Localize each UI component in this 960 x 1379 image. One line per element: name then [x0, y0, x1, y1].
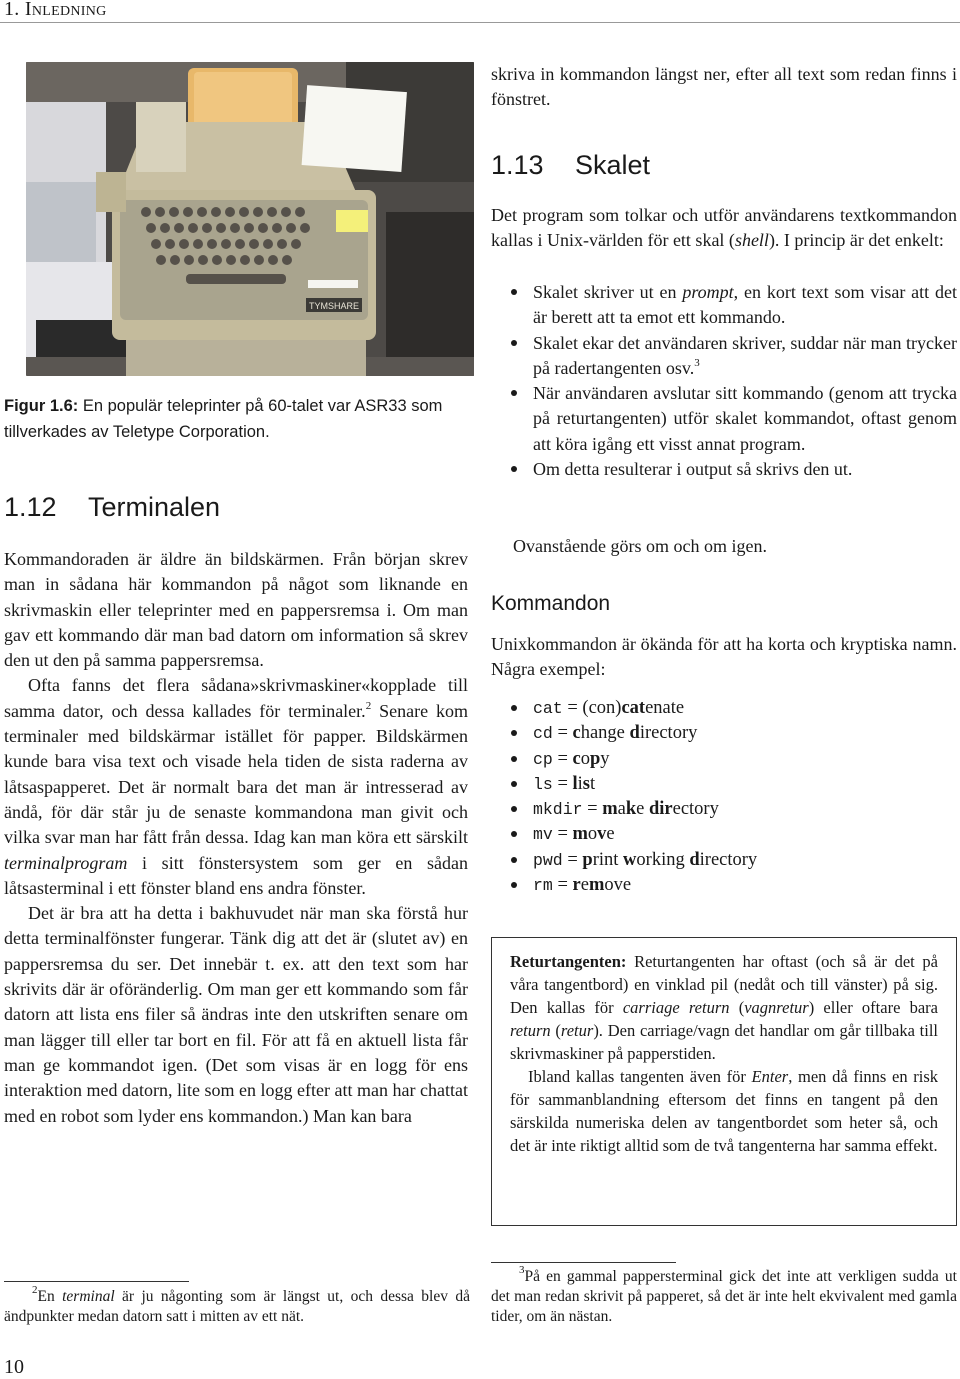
command-letters: o	[580, 748, 590, 769]
text-run: Ofta fanns det flera sådana»skrivmaskiner«kopplade till samma dator, och dessa kallades för terminaler.	[4, 675, 468, 721]
command-letters-highlight: m	[572, 824, 588, 845]
paragraph	[510, 950, 938, 1065]
command-letters-highlight: l	[572, 773, 578, 794]
paragraph	[491, 203, 957, 254]
command-letters-highlight: dir	[648, 799, 673, 820]
command-letters-highlight: c	[572, 723, 581, 744]
shell-intro	[491, 203, 957, 254]
command-letters-highlight: p	[582, 849, 593, 870]
text-run: (	[729, 998, 745, 1017]
command-letters: o	[587, 824, 598, 845]
list-item	[491, 280, 957, 331]
text-run: Senare kom terminaler med bildskärmar istället för papper. Bildskärmen kunde bara visa text och visade hela tiden de sista raderna av låtsaspapperet. Det är normalt bara det man är intresserad av ändå, för där står ju de senaste kommandona man givit och vilka svar man har fått från dessa. Idag kan man köra ett särskilt	[4, 700, 469, 848]
command-item: rm = remove	[491, 873, 957, 898]
command-letters-highlight: m	[602, 799, 618, 820]
command-letters: irectory	[699, 849, 758, 870]
text-run: En	[37, 1288, 63, 1305]
command-letters: (con)	[582, 698, 622, 718]
section-number: 1.13	[491, 150, 544, 180]
continued-paragraph	[491, 62, 957, 113]
left-column-body	[4, 547, 468, 1129]
text-run: Det program som tolkar och utför användarens textkommandon kallas i Unix-världen för ett skal (	[491, 205, 957, 251]
footnote-2	[4, 1284, 471, 1327]
command-letters: a	[617, 799, 626, 820]
text-run: är ju någonting som är längst ut, och dessa blev då ändpunkter medan datorn satt i mitten av ett nät.	[4, 1288, 471, 1325]
note-heading: Returtangenten:	[510, 952, 627, 971]
paragraph: Unixkommandon är ökända för att ha korta och kryptiska namn. Några exempel:	[491, 634, 957, 680]
page-number: 10	[4, 1356, 24, 1378]
paragraph: Kommandoraden är äldre än bildskärmen. Från början skrev man in sådana här kommandon på något som liknande en skrivmaskin eller teleprinter med en pappersremsa i. Om man gav ett kommando där man bad datorn om information så skrev den ut den på samma pappersremsa.	[4, 549, 468, 671]
figure-label: Figur 1.6:	[4, 397, 79, 415]
emphasis: Enter	[751, 1067, 789, 1086]
command-name: cp	[533, 749, 553, 769]
section-title: Skalet	[575, 150, 651, 180]
text-run: ) eller oftare bara	[808, 998, 938, 1017]
text-run: Skalet ekar det användaren skriver, suddar när man trycker på radertangenten osv.	[533, 332, 957, 378]
footnote-rule	[491, 1262, 676, 1263]
section-heading-1-13	[491, 150, 650, 181]
command-name: cat	[533, 699, 563, 718]
teleprinter-photo	[26, 62, 474, 376]
emphasis: carriage return	[622, 998, 730, 1017]
list-item: När användaren avslutar sitt kommando (genom att trycka på returtangenten) utför skalet kommandot, oftast genom att köra igång ett visst annat program.	[491, 381, 957, 457]
command-item: cd = change directory	[491, 721, 957, 746]
command-letters: e	[636, 799, 649, 820]
command-letters-highlight: k	[625, 799, 637, 820]
emphasis: return	[510, 1021, 551, 1040]
text-run: Ibland kallas tangenten även för	[528, 1067, 752, 1086]
figure-caption-text: En populär teleprinter på 60-talet var ASR33 som tillverkades av Teletype Corporation.	[4, 397, 443, 441]
command-item: cp = copy	[491, 747, 957, 772]
command-letters-highlight: r	[572, 875, 581, 896]
footnote-mark: 2	[365, 699, 372, 712]
footnote-mark: 3	[519, 1264, 525, 1276]
running-header: 1. Inledning	[4, 0, 107, 20]
command-item: pwd = print working directory	[491, 848, 957, 873]
text-run: , men då finns en risk för sammanblandning eftersom det finns en tangent på den särskilda numeriska delen av tangentbordet som heter så, och det är inte riktigt alltid som de två tangenterna har samma effekt.	[510, 1067, 938, 1155]
subsection-heading: Kommandon	[491, 592, 611, 615]
command-name: mv	[533, 825, 553, 845]
command-letters-highlight: c	[572, 748, 581, 769]
footnote-rule	[4, 1281, 189, 1282]
command-letters: e	[580, 875, 589, 896]
command-name: ls	[533, 774, 553, 794]
footnote-3	[491, 1264, 957, 1327]
command-letters: ectory	[672, 799, 719, 820]
text-run: ). Den carriage/vagn det handlar om går tillbaka till skrivmaskiner på papperstiden.	[510, 1021, 938, 1063]
command-letters-highlight: s	[582, 773, 590, 794]
text-run: På en gammal pappersterminal gick det inte att verkligen sudda ut det man redan skrivit på papperet, så det är inte helt ekvivalent med gamla tider, om än nästan.	[491, 1268, 957, 1325]
text-run: Returtangenten har oftast (och så är det på våra tangentbord) en vinklad pil (nedåt och till vänster) på sig. Den kallas för	[510, 952, 938, 1017]
command-name: cd	[533, 724, 553, 744]
paragraph: skriva in kommandon längst ner, efter all text som redan finns i fönstret.	[491, 64, 957, 110]
emphasis: terminalprogram	[4, 852, 128, 873]
command-letters: orking	[636, 849, 690, 870]
paragraph: Det är bra att ha detta i bakhuvudet när man ska förstå hur detta terminalfönster fungerar. Tänk dig att det är (slutet av) en pappersremsa du ser. Det innebär t. ex. att den text som har skrivits där är oföränderlig. Om man ger ett kommando som får datorn att lista ens filer så ändras inte den utskriften senare om man lägger till eller tar bort en fil. För att få en aktuell lista får man ge kommandot igen. (Det som visas är en logg för ens interaktion med datorn, lite som en logg efter att man har chattat med en robot som lyder ens kommandon.) Man kan bara	[4, 903, 468, 1126]
command-list	[491, 696, 957, 898]
command-name: mkdir	[533, 800, 583, 820]
emphasis: terminal	[62, 1288, 115, 1305]
command-letters: irectory	[639, 723, 698, 744]
section-heading-1-12	[4, 492, 220, 523]
command-letters-highlight: p	[589, 748, 601, 769]
text-run: i sitt fönstersystem som ger en sådan låtsasterminal i ett fönster bland ens andra fönster.	[4, 852, 468, 898]
text-run: Skalet skriver ut en	[533, 282, 683, 302]
command-letters: hange	[580, 723, 630, 744]
text-run: (	[550, 1021, 561, 1040]
command-letters: ove	[604, 875, 632, 896]
emphasis: retur	[560, 1021, 594, 1040]
emphasis: shell	[734, 230, 769, 251]
svg-text:TYMSHARE: TYMSHARE	[308, 301, 360, 311]
command-letters-highlight: m	[588, 875, 605, 896]
command-letters: y	[600, 748, 610, 769]
command-letters: enate	[645, 698, 685, 718]
paragraph	[4, 673, 468, 901]
text-run: ). I princip är det enkelt:	[768, 230, 944, 251]
command-item: mv = move	[491, 822, 957, 847]
text-run: , en kort text som visar att det är berett att ta emot ett kommando.	[533, 282, 958, 328]
section-number: 1.12	[4, 492, 57, 522]
command-item: ls = list	[491, 772, 957, 797]
footnote-mark: 3	[694, 356, 700, 369]
command-letters-highlight: w	[623, 849, 637, 870]
command-letters: e	[606, 824, 615, 845]
command-letters: i	[577, 773, 583, 794]
command-letters-highlight: d	[689, 849, 700, 870]
command-name: rm	[533, 876, 553, 896]
emphasis: vagnretur	[744, 998, 809, 1017]
emphasis: prompt	[682, 282, 734, 302]
command-letters-highlight: d	[629, 723, 640, 744]
paragraph	[510, 1065, 938, 1157]
command-letters-highlight: cat	[621, 698, 646, 718]
shell-bullet-list	[491, 280, 957, 482]
paragraph: Ovanstående görs om och om igen.	[513, 536, 767, 556]
footnote-mark: 2	[32, 1284, 38, 1296]
list-item	[491, 331, 957, 382]
command-name: pwd	[533, 850, 563, 870]
command-letters: rint	[592, 849, 624, 870]
command-letters-highlight: v	[597, 824, 607, 845]
section-title: Terminalen	[88, 492, 221, 522]
command-letters: t	[589, 773, 596, 794]
figure-caption	[4, 393, 472, 445]
note-body	[510, 950, 938, 1157]
command-item: cat = (con)catenate	[491, 696, 957, 721]
command-item: mkdir = make directory	[491, 797, 957, 822]
header-rule	[0, 22, 960, 23]
list-item: Om detta resulterar i output så skrivs den ut.	[491, 457, 957, 482]
